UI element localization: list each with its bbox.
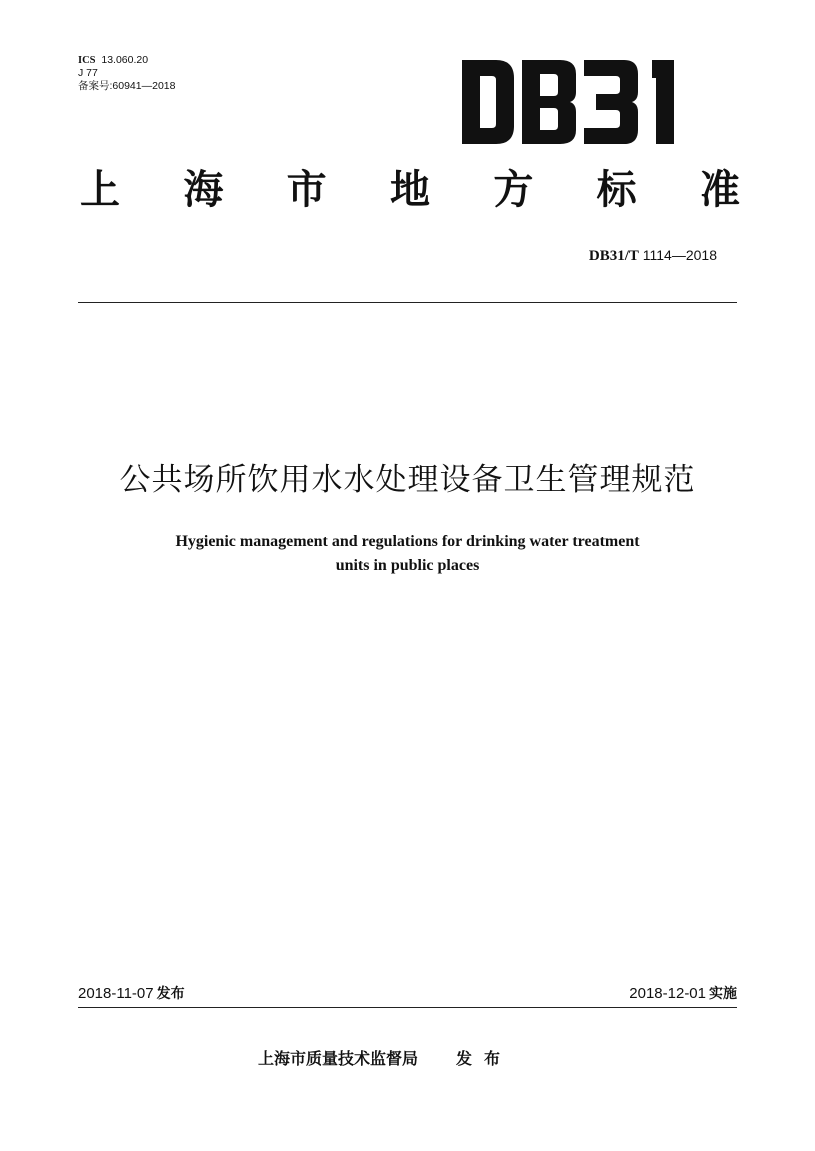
standard-type-char: 上 bbox=[80, 167, 120, 213]
implementation-date bbox=[629, 983, 737, 1003]
ics-label: ICS bbox=[78, 55, 96, 66]
classification-code: J 77 bbox=[78, 67, 98, 79]
chinese-title: 公共场所饮用水水处理设备卫生管理规范 bbox=[119, 462, 696, 498]
standard-type-char: 标 bbox=[596, 167, 637, 213]
issue-date-label: 发布 bbox=[156, 986, 185, 1002]
implementation-date-value: 2018-12-01 bbox=[629, 985, 706, 1002]
english-title bbox=[0, 530, 815, 578]
ics-value: 13.060.20 bbox=[101, 54, 149, 66]
standard-type-heading bbox=[80, 165, 740, 215]
implementation-date-label: 实施 bbox=[709, 986, 737, 1002]
standard-type-char: 市 bbox=[286, 167, 327, 213]
english-title-line-2: units in public places bbox=[335, 557, 480, 574]
standard-number-prefix: DB31/T bbox=[588, 248, 639, 264]
standard-type-char: 方 bbox=[493, 167, 534, 213]
standard-number bbox=[589, 247, 717, 265]
standard-number-value: 1114—2018 bbox=[642, 247, 717, 263]
issuer-name: 上海市质量技术监督局 bbox=[258, 1049, 419, 1068]
record-number: 备案号:60941—2018 bbox=[78, 80, 176, 92]
english-title-line-1: Hygienic management and regulations for drinking water treatment bbox=[175, 533, 640, 550]
bottom-divider bbox=[78, 1007, 737, 1008]
document-metadata bbox=[78, 54, 175, 93]
ics-code bbox=[78, 54, 175, 67]
issue-date-value: 2018-11-07 bbox=[78, 985, 154, 1002]
standard-type-char: 海 bbox=[183, 167, 224, 213]
standard-type-char: 地 bbox=[389, 167, 430, 213]
issuer-action: 发布 bbox=[456, 1049, 513, 1068]
top-divider bbox=[78, 302, 737, 303]
standard-type-char: 准 bbox=[699, 167, 740, 213]
db31-logo bbox=[462, 60, 692, 144]
issuing-authority bbox=[258, 1046, 512, 1069]
issue-date bbox=[78, 983, 185, 1003]
